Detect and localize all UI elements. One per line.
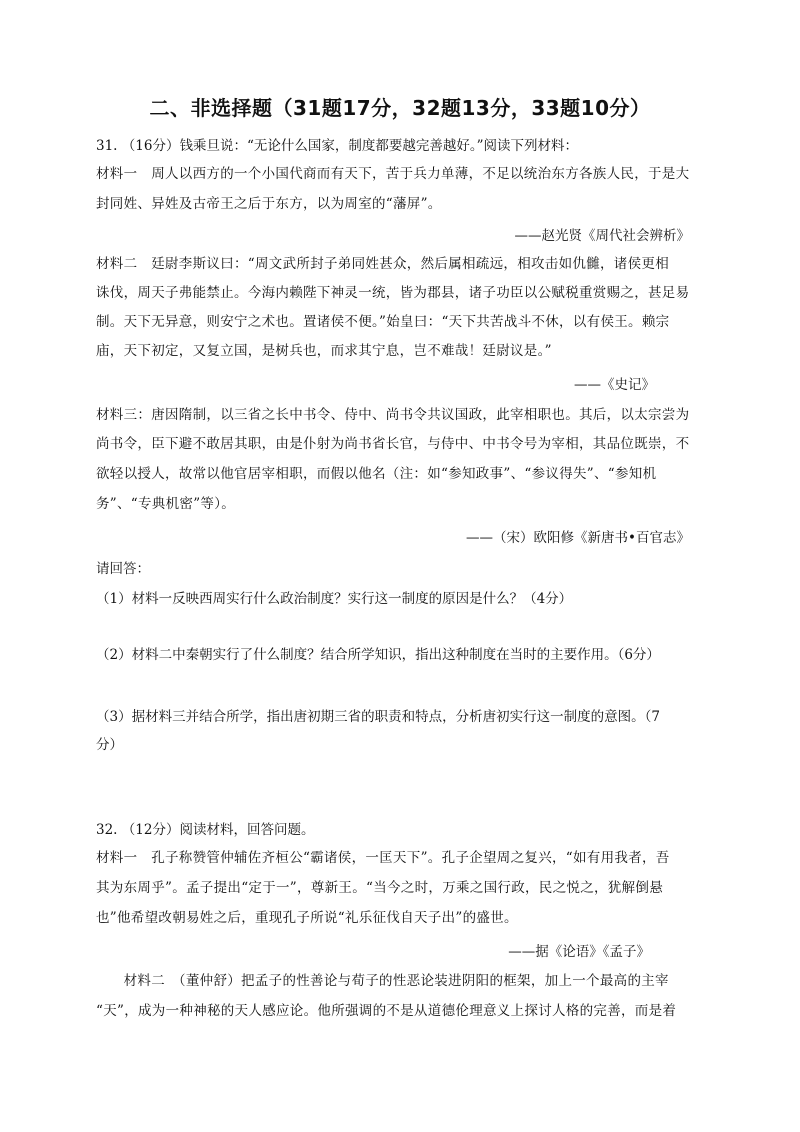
q31-material-3-line: 欲轻以授人，故常以他官居宰相职，而假以他名（注：如“参知政事”、“参议得失”、“参知机 <box>96 466 657 482</box>
q31-stem: 31. （16分）钱乘旦说：“无论什么国家，制度都要越完善越好。”阅读下列材料： <box>96 138 578 154</box>
q31-sub-question-3: （3）据材料三并结合所学，指出唐初期三省的职责和特点，分析唐初实行这一制度的意图。（7 <box>96 709 660 725</box>
q31-material-2-line: 诛伐，周天子弗能禁止。今海内赖陛下神灵一统，皆为郡县，诸子功臣以公赋税重赏赐之，甚足易 <box>96 285 690 301</box>
q31-material-3-line: 务”、“专典机密”等）。 <box>96 496 236 512</box>
q31-material-2-line: 材料二 廷尉李斯议曰：“周文武所封子弟同姓甚众，然后属相疏远，相攻击如仇雠，诸侯更相 <box>96 256 669 272</box>
q31-material-1-source: ——赵光贤《周代社会辨析》 <box>514 228 690 244</box>
q32-material-1-source: ——据《论语》《孟子》 <box>508 944 650 960</box>
q32-material-1-line: 材料一 孔子称赞管仲辅佐齐桓公“霸诸侯，一匡天下”。孔子企望周之复兴，“如有用我者，吾 <box>96 850 670 866</box>
q32-stem: 32. （12分）阅读材料，回答问题。 <box>96 822 315 838</box>
q31-prompt: 请回答： <box>96 561 150 577</box>
q31-material-3-line: 材料三：唐因隋制，以三省之长中书令、侍中、尚书令共议国政，此宰相职也。其后，以太宗尝为 <box>96 407 690 423</box>
q31-material-2-source: ——《史记》 <box>574 377 655 393</box>
q31-material-1-line: 封同姓、异姓及古帝王之后于东方，以为周室的“藩屏”。 <box>96 196 442 212</box>
q31-material-3-source: ——（宋）欧阳修《新唐书•百官志》 <box>466 530 690 546</box>
q31-material-2-line: 制。天下无异意，则安宁之术也。置诸侯不便。”始皇曰：“天下共苦战斗不休，以有侯王。赖宗 <box>96 314 670 330</box>
q32-material-2-line: “天”，成为一种神秘的天人感应论。他所强调的不是从道德伦理意义上探讨人格的完善，而是着 <box>96 1003 677 1019</box>
q32-material-1-line: 其为东周乎”。孟子提出“定于一”，尊新王。“当今之时，万乘之国行政，民之悦之，犹解倒悬 <box>96 880 664 896</box>
q31-sub-question-2: （2）材料二中秦朝实行了什么制度？结合所学知识，指出这种制度在当时的主要作用。（6分） <box>96 647 660 663</box>
q31-sub-question-3-cont: 分） <box>96 737 123 753</box>
q31-sub-question-1: （1）材料一反映西周实行什么政治制度？实行这一制度的原因是什么？（4分） <box>96 591 573 607</box>
q32-material-2-line: 材料二 （董仲舒）把孟子的性善论与荀子的性恶论装进阴阳的框架，加上一个最高的主宰 <box>96 973 669 989</box>
q31-material-2-line: 庙，天下初定，又复立国，是树兵也，而求其宁息，岂不难哉！廷尉议是。” <box>96 343 552 359</box>
q31-material-3-line: 尚书令，臣下避不敢居其职，由是仆射为尚书省长官，与侍中、中书令号为宰相，其品位既崇，不 <box>96 436 690 452</box>
q32-material-1-line: 也”他希望改朝易姓之后，重现孔子所说“礼乐征伐自天子出”的盛世。 <box>96 910 518 926</box>
section-title: 二、非选择题（31题17分，32题13分，33题10分） <box>149 96 651 120</box>
q31-material-1-line: 材料一 周人以西方的一个小国代商而有天下，苦于兵力单薄，不足以统治东方各族人民，于是大 <box>96 166 690 182</box>
